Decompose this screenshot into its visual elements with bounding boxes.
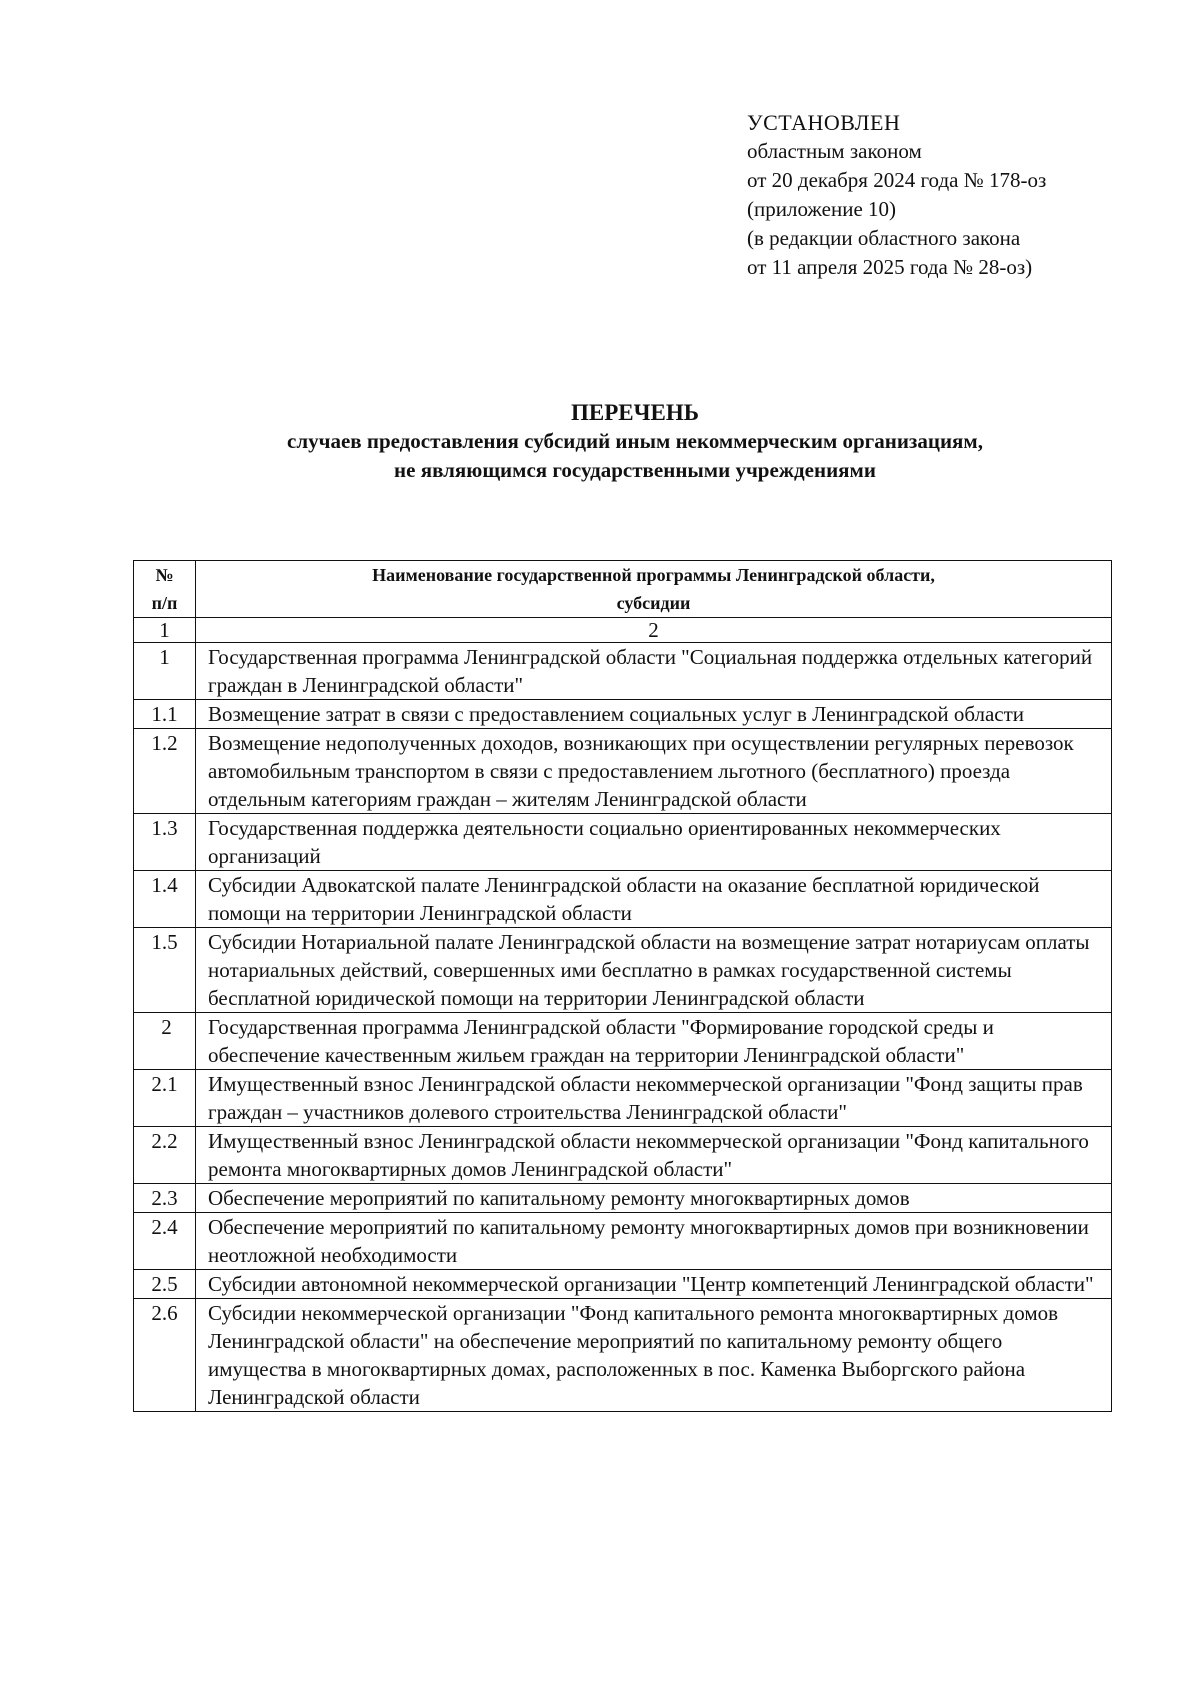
row-number: 1.3 xyxy=(134,814,196,871)
table-row xyxy=(134,643,1112,700)
row-text: Субсидии автономной некоммерческой организации "Центр компетенций Ленинградской области" xyxy=(196,1270,1112,1299)
header-name-cell xyxy=(196,561,1112,618)
row-text: Обеспечение мероприятий по капитальному ремонту многоквартирных домов при возникновении неотложной необходимости xyxy=(196,1213,1112,1270)
row-text: Субсидии Адвокатской палате Ленинградской области на оказание бесплатной юридической помощи на территории Ленинградской области xyxy=(196,871,1112,928)
column-index-row xyxy=(134,618,1112,643)
approval-line: от 20 декабря 2024 года № 178-оз xyxy=(747,168,1047,192)
row-text: Субсидии Нотариальной палате Ленинградской области на возмещение затрат нотариусам оплаты нотариальных действий, совершенных ими бесплатно в рамках государственной системы бесплатной юридической помощи на территории Ленинградской области xyxy=(196,928,1112,1013)
table-row xyxy=(134,1270,1112,1299)
row-text: Возмещение затрат в связи с предоставлением социальных услуг в Ленинградской области xyxy=(196,700,1112,729)
table-row xyxy=(134,729,1112,814)
table-row xyxy=(134,700,1112,729)
row-text: Имущественный взнос Ленинградской области некоммерческой организации "Фонд защиты прав граждан – участников долевого строительства Ленинградской области" xyxy=(196,1070,1112,1127)
approval-stamp xyxy=(747,108,1046,282)
approval-line: (в редакции областного закона xyxy=(747,226,1021,250)
approval-line: областным законом xyxy=(747,139,922,163)
table-row xyxy=(134,1127,1112,1184)
row-number: 1.5 xyxy=(134,928,196,1013)
approval-line: от 11 апреля 2025 года № 28-оз) xyxy=(747,255,1033,279)
column-index-cell: 2 xyxy=(196,618,1112,643)
table-row xyxy=(134,1299,1112,1412)
title-line: не являющимся государственными учреждениями xyxy=(394,458,876,482)
table-row xyxy=(134,1184,1112,1213)
header-num-cell xyxy=(134,561,196,618)
row-number: 2.4 xyxy=(134,1213,196,1270)
table-row xyxy=(134,1013,1112,1070)
row-number: 1 xyxy=(134,643,196,700)
row-number: 2.1 xyxy=(134,1070,196,1127)
row-number: 2.2 xyxy=(134,1127,196,1184)
row-text: Возмещение недополученных доходов, возникающих при осуществлении регулярных перевозок автомобильным транспортом в связи с предоставлением льготного (бесплатного) проезда отдельным категориям граждан – жителям Ленинградской области xyxy=(196,729,1112,814)
row-number: 2 xyxy=(134,1013,196,1070)
table-row xyxy=(134,871,1112,928)
row-number: 1.4 xyxy=(134,871,196,928)
row-number: 1.2 xyxy=(134,729,196,814)
row-text: Государственная поддержка деятельности социально ориентированных некоммерческих организаций xyxy=(196,814,1112,871)
document-title xyxy=(0,398,1200,485)
approval-line: (приложение 10) xyxy=(747,197,897,221)
approval-heading: УСТАНОВЛЕН xyxy=(747,110,901,135)
header-name-line: субсидии xyxy=(616,593,691,613)
table-row xyxy=(134,1070,1112,1127)
row-text: Государственная программа Ленинградской области "Социальная поддержка отдельных категорий граждан в Ленинградской области" xyxy=(196,643,1112,700)
row-number: 1.1 xyxy=(134,700,196,729)
row-number: 2.6 xyxy=(134,1299,196,1412)
row-number: 2.5 xyxy=(134,1270,196,1299)
row-number: 2.3 xyxy=(134,1184,196,1213)
row-text: Субсидии некоммерческой организации "Фонд капитального ремонта многоквартирных домов Ленинградской области" на обеспечение мероприятий по капитальному ремонту общего имущества в многоквартирных домах, расположенных в пос. Каменка Выборгского района Ленинградской области xyxy=(196,1299,1112,1412)
row-text: Имущественный взнос Ленинградской области некоммерческой организации "Фонд капитального ремонта многоквартирных домов Ленинградской области" xyxy=(196,1127,1112,1184)
header-num-line: № xyxy=(155,565,174,585)
table-row xyxy=(134,814,1112,871)
table-header-row xyxy=(134,561,1112,618)
subsidy-table xyxy=(133,560,1112,1412)
title-main: ПЕРЕЧЕНЬ xyxy=(571,400,699,425)
table-row xyxy=(134,1213,1112,1270)
column-index-cell: 1 xyxy=(134,618,196,643)
table-row xyxy=(134,928,1112,1013)
header-name-line: Наименование государственной программы Ленинградской области, xyxy=(372,565,935,585)
row-text: Обеспечение мероприятий по капитальному ремонту многоквартирных домов xyxy=(196,1184,1112,1213)
title-line: случаев предоставления субсидий иным некоммерческим организациям, xyxy=(287,429,983,453)
row-text: Государственная программа Ленинградской области "Формирование городской среды и обеспечение качественным жильем граждан на территории Ленинградской области" xyxy=(196,1013,1112,1070)
header-num-line: п/п xyxy=(151,593,178,613)
